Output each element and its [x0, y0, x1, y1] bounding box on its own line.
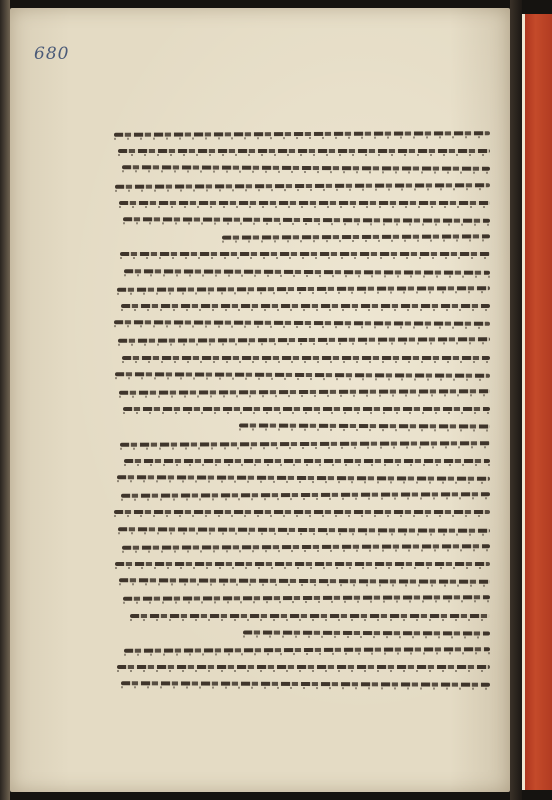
left-binding-edge [0, 0, 10, 800]
manuscript-page [10, 8, 510, 792]
manuscript-line [115, 562, 490, 566]
manuscript-line [115, 183, 490, 189]
manuscript-line [120, 252, 490, 256]
manuscript-line [124, 269, 490, 275]
manuscript-line [123, 407, 490, 411]
manuscript-line [117, 475, 490, 481]
manuscript-line [222, 235, 490, 240]
manuscript-line [118, 527, 490, 533]
manuscript-text-block [114, 132, 490, 702]
manuscript-line [118, 149, 490, 153]
manuscript-line [123, 217, 490, 223]
manuscript-line [239, 424, 490, 429]
manuscript-line [121, 304, 490, 308]
manuscript-line [121, 492, 490, 498]
manuscript-line [121, 682, 490, 688]
facing-page-paper-edge [522, 14, 525, 790]
facing-page-edge [522, 14, 552, 790]
manuscript-line [123, 596, 490, 602]
manuscript-line [119, 201, 490, 205]
page-gutter [510, 0, 522, 800]
manuscript-line [114, 510, 490, 514]
manuscript-line [118, 338, 490, 344]
folio-number: 680 [34, 44, 70, 64]
manuscript-line [119, 389, 490, 395]
manuscript-line [243, 630, 490, 635]
manuscript-line [117, 286, 490, 292]
manuscript-line [115, 372, 490, 378]
manuscript-line [119, 578, 490, 584]
manuscript-line [124, 647, 490, 653]
manuscript-line [124, 459, 490, 463]
manuscript-line [122, 356, 490, 360]
manuscript-line [130, 614, 490, 618]
manuscript-line [122, 544, 490, 550]
manuscript-line [117, 665, 490, 669]
manuscript-line [114, 320, 490, 326]
manuscript-line [120, 441, 490, 447]
manuscript-line [114, 131, 490, 137]
manuscript-line [122, 166, 490, 172]
